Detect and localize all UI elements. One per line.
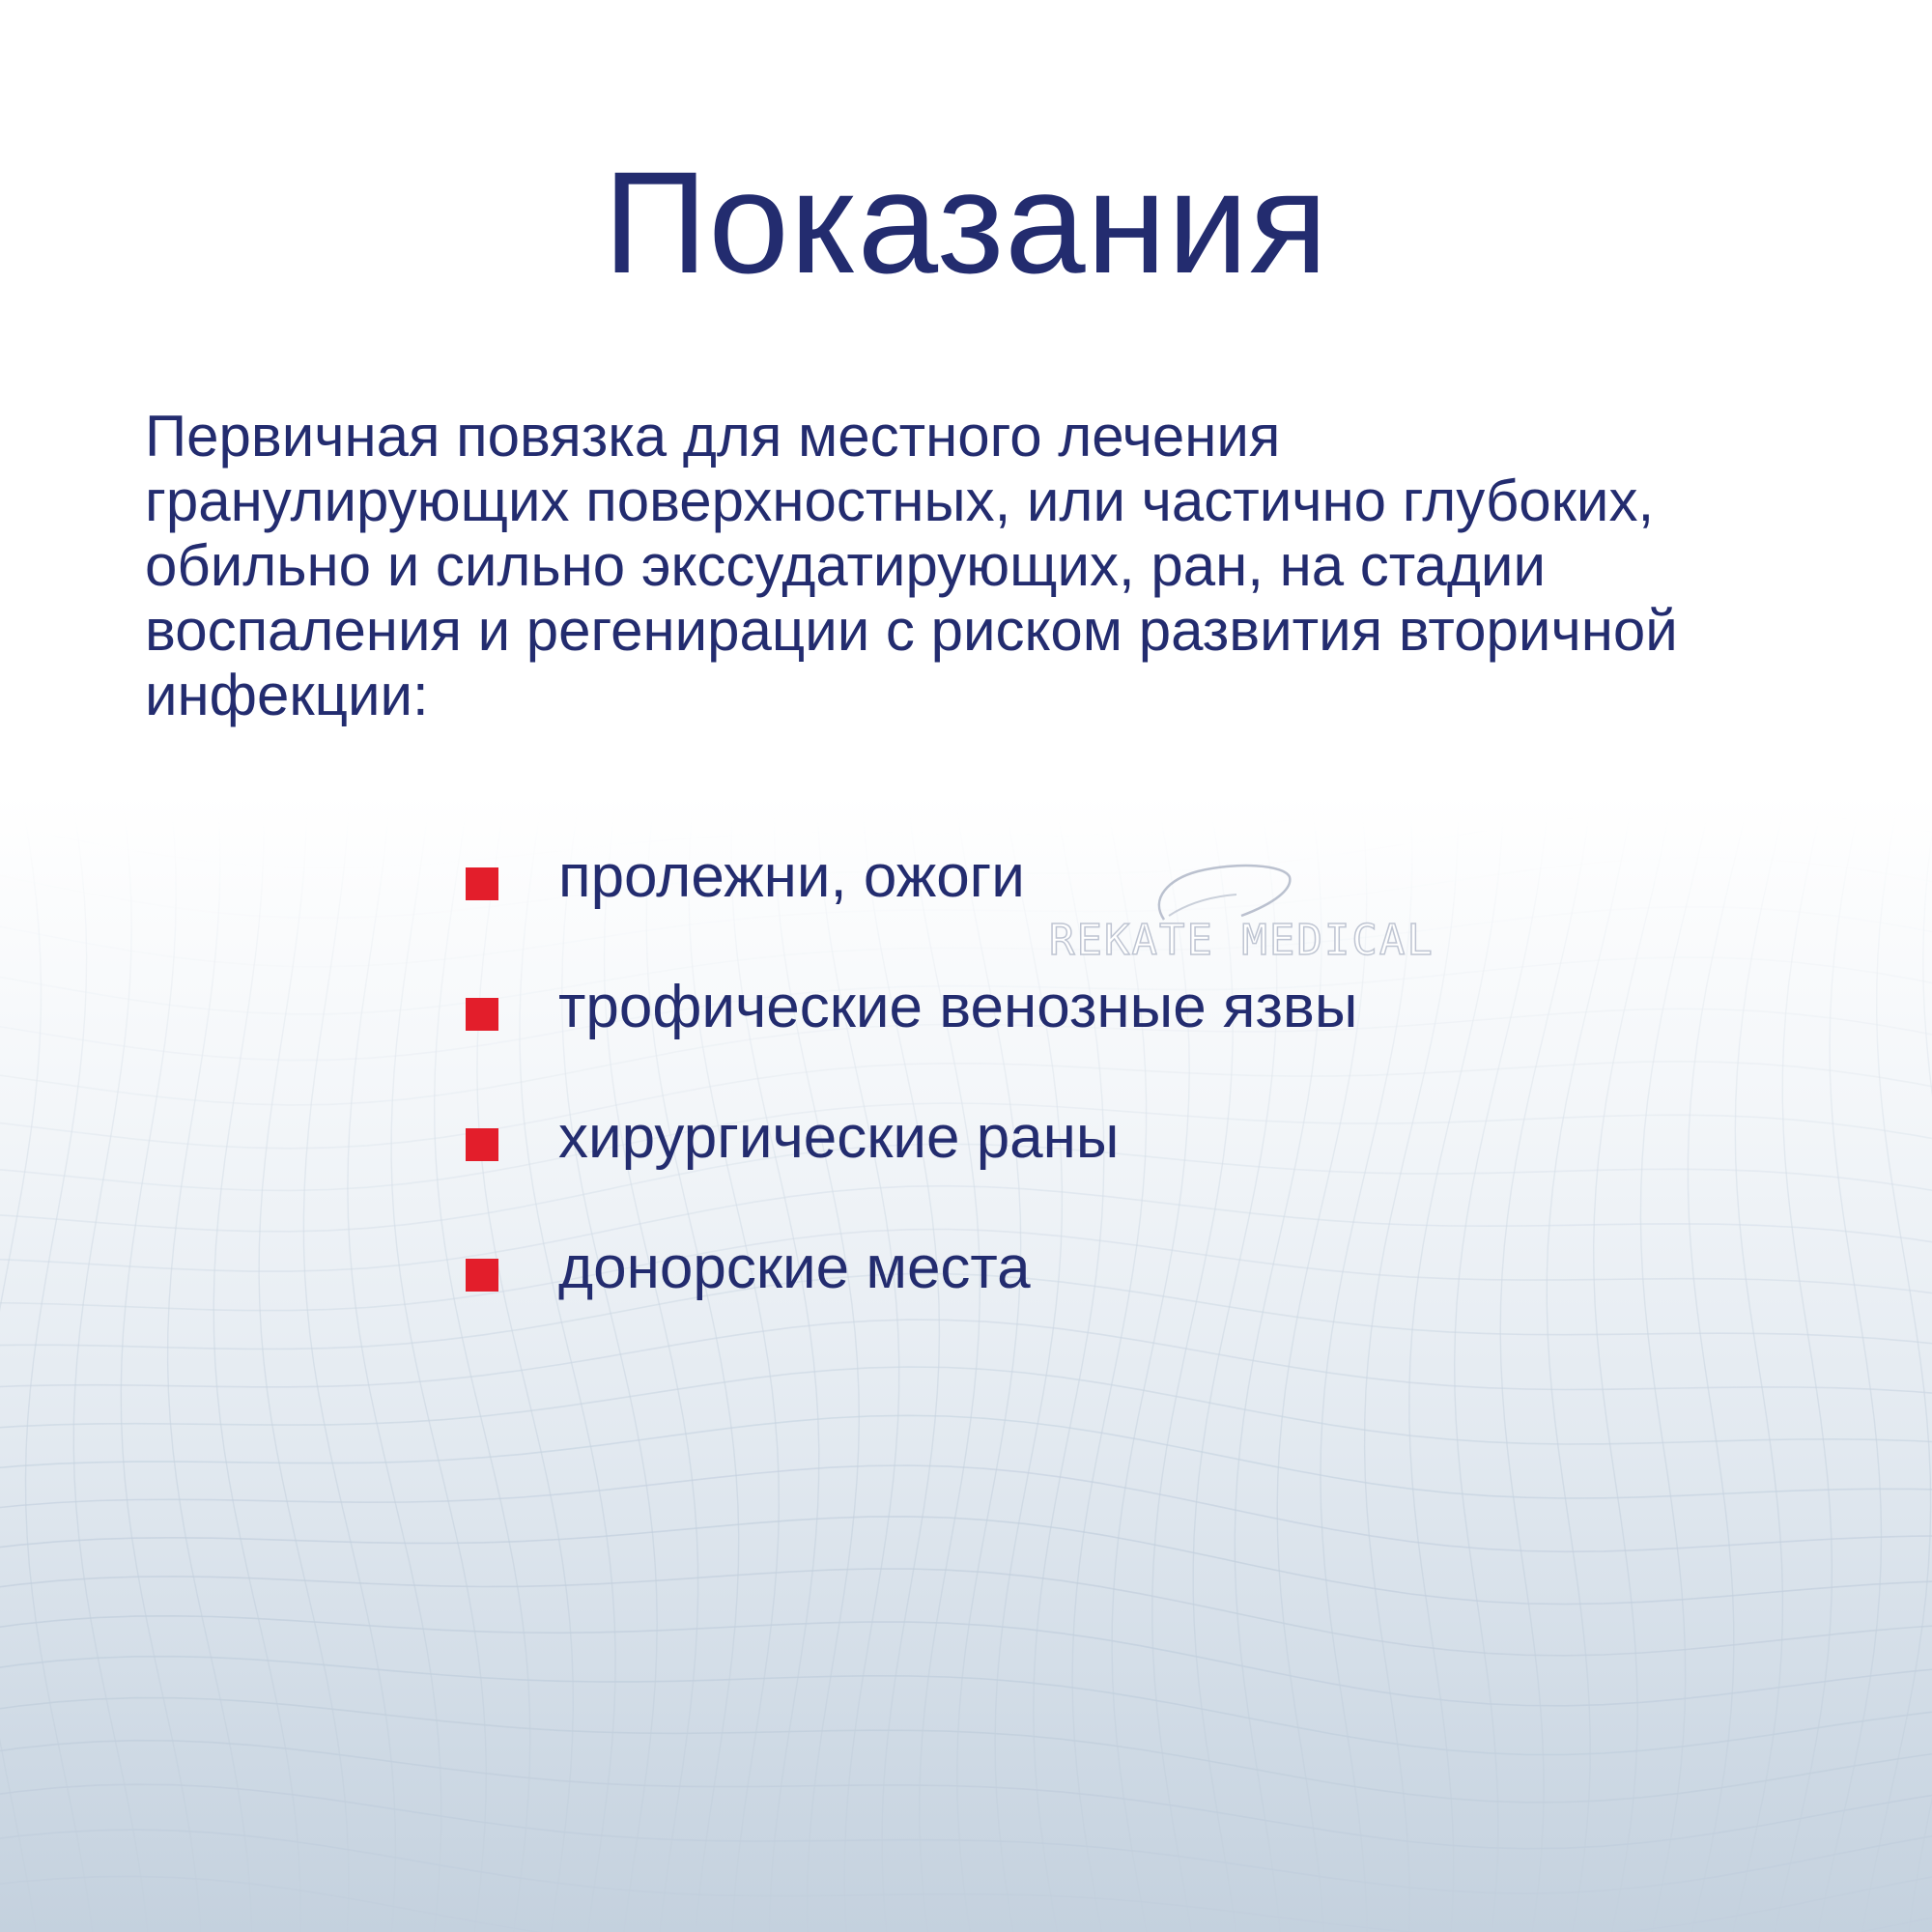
description-line: воспаления и регенирации с риском развития вторичной — [145, 598, 1678, 663]
description-line: инфекции: — [145, 663, 429, 727]
list-item-text: пролежни, ожоги — [558, 843, 1025, 910]
list-item-text: трофические венозные язвы — [558, 974, 1358, 1040]
watermark-text: REKATE MEDICAL — [1049, 916, 1435, 965]
description-line: Первичная повязка для местного лечения — [145, 404, 1281, 469]
description-line: обильно и сильно экссудатирующих, ран, на стадии — [145, 533, 1546, 598]
red-square-bullet-icon — [466, 1259, 498, 1292]
red-square-bullet-icon — [466, 1128, 498, 1161]
list-item-text: донорские места — [558, 1235, 1031, 1301]
red-square-bullet-icon — [466, 998, 498, 1031]
watermark — [1043, 860, 1449, 976]
page-title: Показания — [603, 141, 1329, 303]
description — [145, 404, 1864, 727]
description-line: гранулирующих поверхностных, или частично глубоких, — [145, 469, 1655, 533]
list-item-text: хирургические раны — [558, 1104, 1120, 1171]
red-square-bullet-icon — [466, 867, 498, 900]
